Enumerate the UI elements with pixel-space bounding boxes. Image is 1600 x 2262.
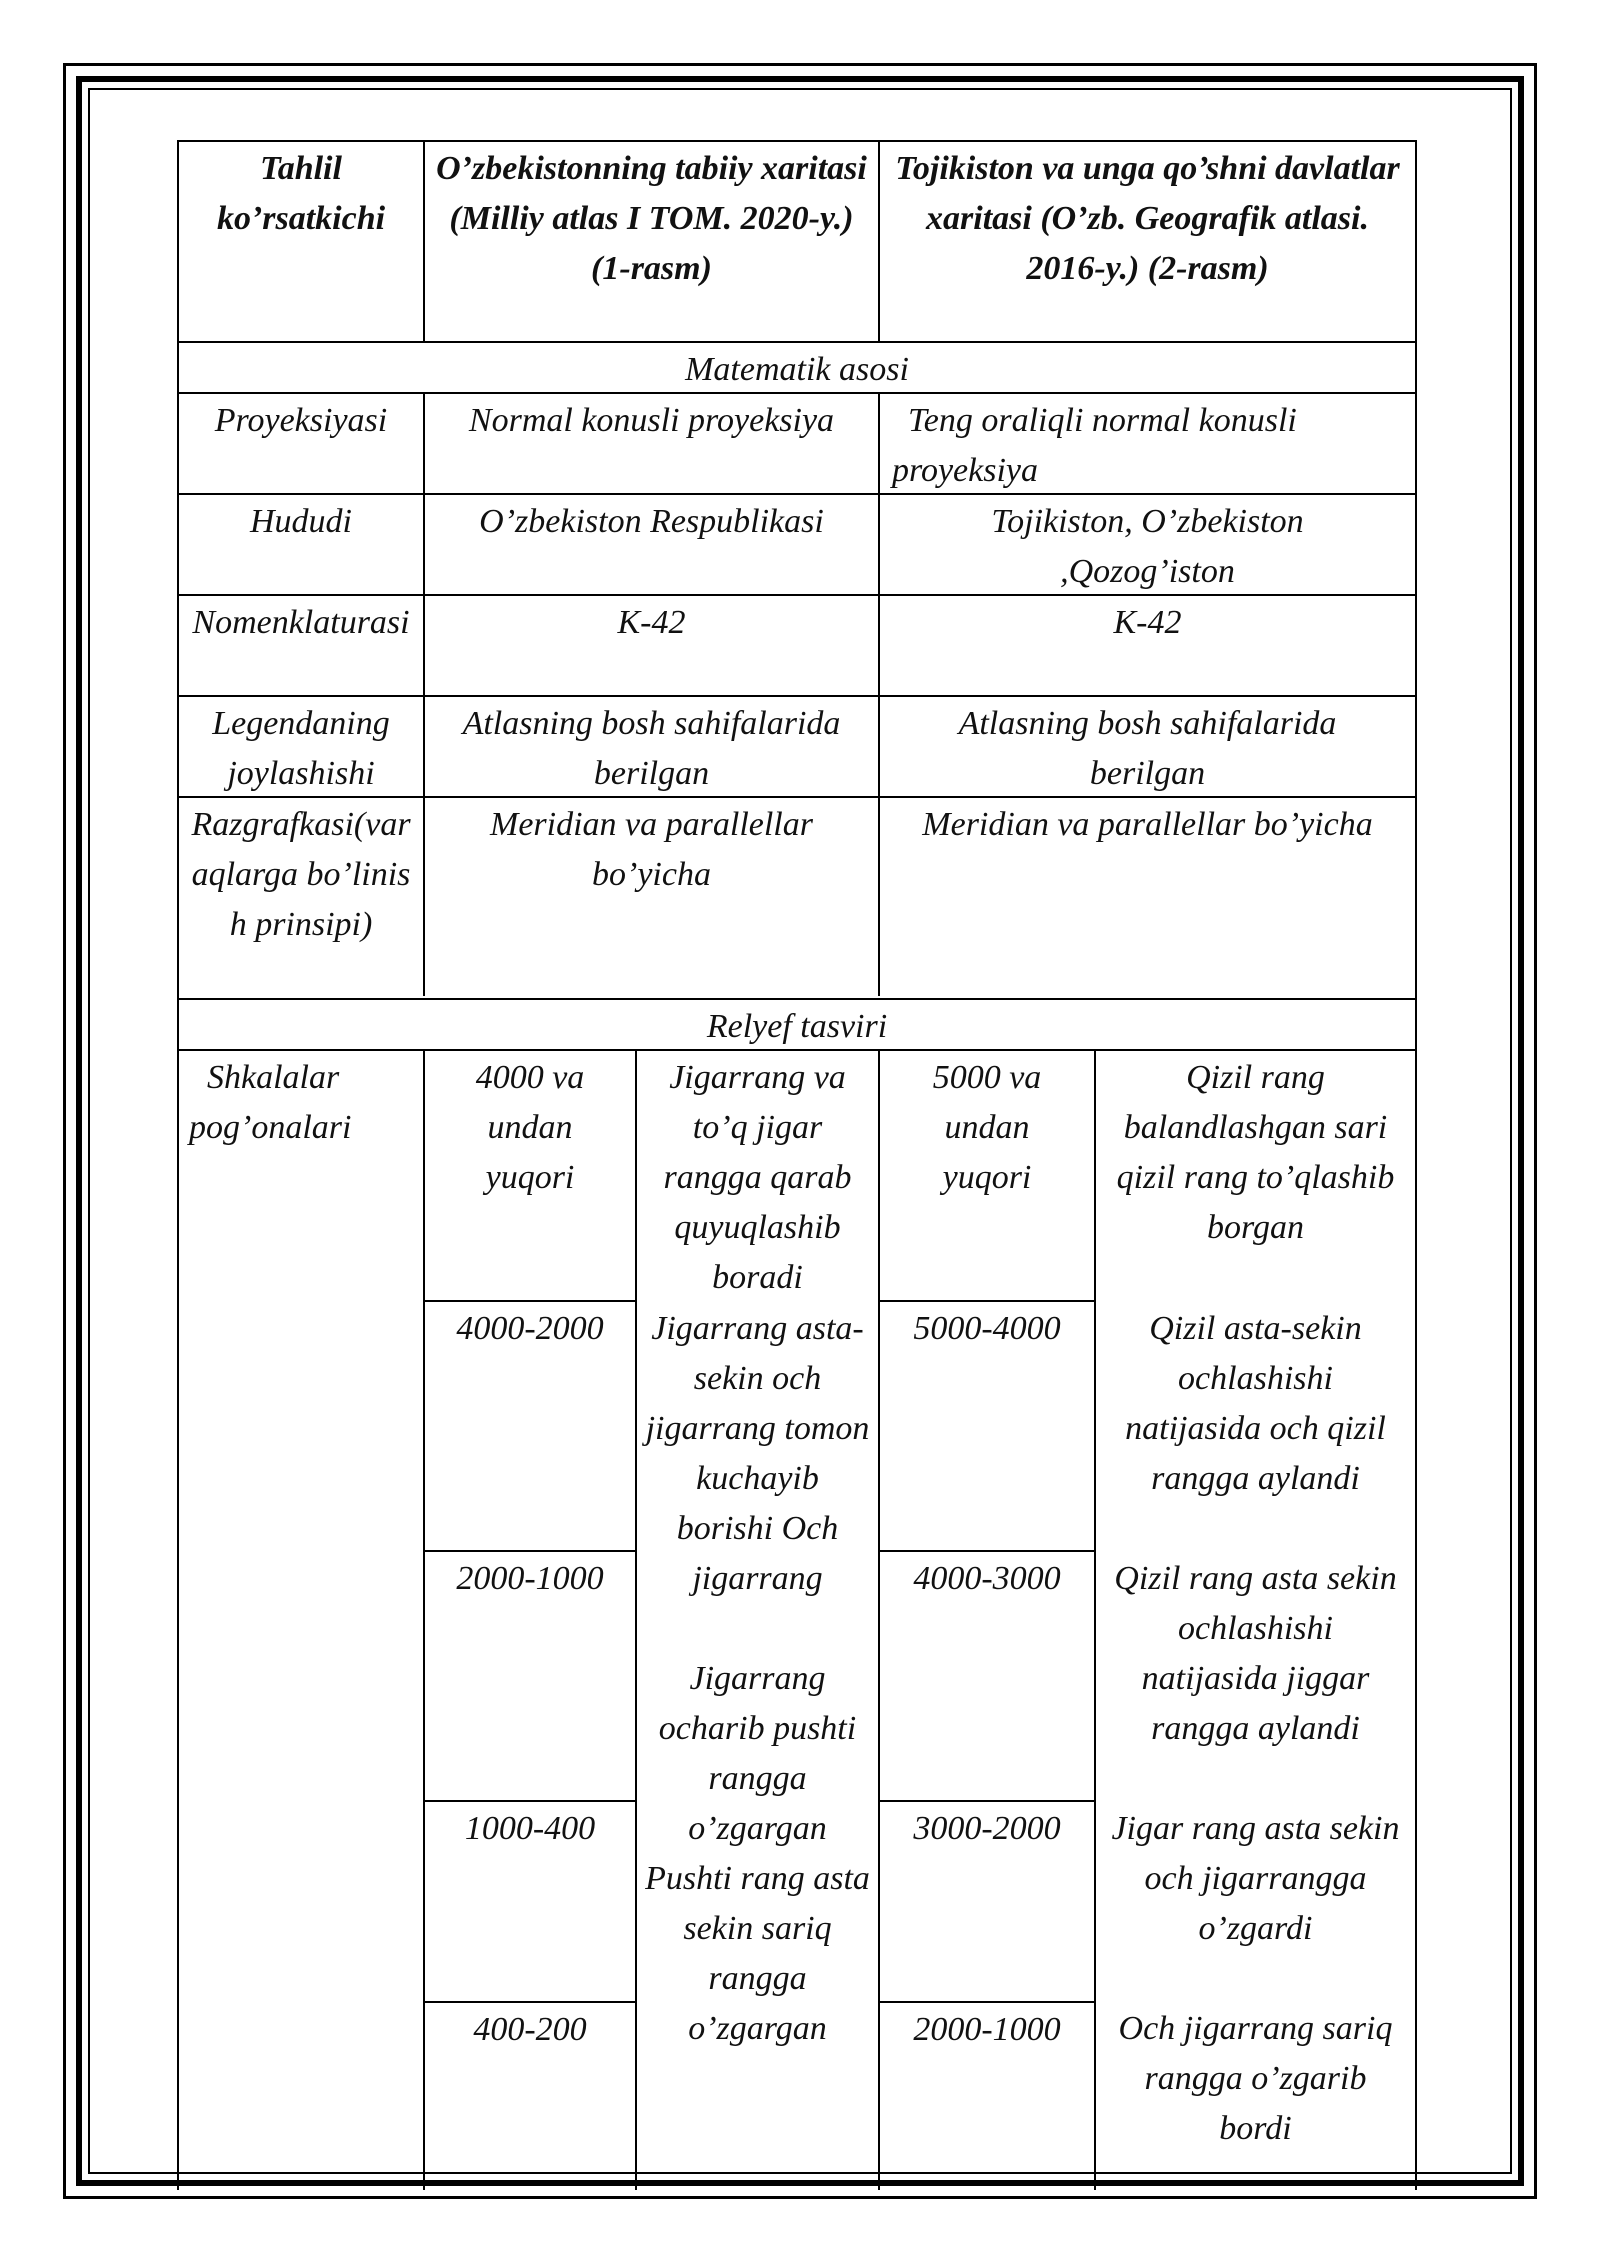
tj-range-cell: 4000-3000 (913, 1560, 1061, 1597)
row-label-sheet-division: Razgrafkasi(varaqlarga bo’linish prinsipi) (191, 806, 411, 943)
row-value-uz-sheet-division: Meridian va parallellar bo’yicha (490, 806, 813, 893)
section-title-relief-depiction: Relyef tasviri (706, 1008, 888, 1045)
row-value-uz-territory: O’zbekiston Respublikasi (479, 503, 824, 540)
uz-range-cell: 4000-2000 (456, 1310, 604, 1347)
header-tajikistan-map: Tojikiston va unga qo’shni davlatlar xaritasi (O’zb. Geografik atlasi. 2016-y.) (2-rasm) (895, 150, 1400, 287)
uz-range-cell: 400-200 (473, 2011, 587, 2048)
row-label-legend-position: Legendaning joylashishi (212, 705, 390, 792)
row-value-uz-legend-position: Atlasning bosh sahifalarida berilgan (462, 705, 841, 792)
row-value-tj-legend-position: Atlasning bosh sahifalarida berilgan (958, 705, 1337, 792)
uz-color-description: Jigarrang asta-sekin och jigarrang tomon kuchayib borishi Och jigarrang Jigarrang ocharib pushti rangga o’zgargan Pushti rang asta sekin sariq rangga o’zgargan (645, 1310, 870, 2047)
tj-color-description: Qizil rang balandlashgan sari qizil rang to’qlashib borgan (1116, 1059, 1395, 1246)
tj-range-cell: 3000-2000 (913, 1810, 1061, 1847)
row-label-projection: Proyeksiyasi (214, 402, 388, 439)
row-value-uz-nomenclature: K-42 (617, 604, 686, 641)
row-value-tj-territory: Tojikiston, O’zbekiston ,Qozog’iston (991, 503, 1304, 590)
tj-range-cell: 5000 va undan yuqori (932, 1059, 1042, 1196)
header-analysis-indicator: Tahlil ko’rsatkichi (216, 150, 386, 237)
tj-range-cell: 2000-1000 (913, 2011, 1061, 2048)
tj-color-description: Qizil asta-sekin ochlashishi natijasida och qizil rangga aylandi Qizil rang asta sekin ochlashishi natijasida jiggar rangga aylandi Jigar rang asta sekin och jigarrangga o’zgardi Och jigarrang sariq rangga o’zgarib bordi (1111, 1310, 1400, 2147)
row-label-territory: Hududi (250, 503, 352, 540)
section-title-mathematical-basis: Matematik asosi (685, 351, 909, 388)
uz-range-cell: 2000-1000 (456, 1560, 604, 1597)
row-value-tj-nomenclature: K-42 (1113, 604, 1182, 641)
uz-color-description: Jigarrang va to’q jigar rangga qarab quyuqlashib boradi (663, 1059, 852, 1296)
row-value-uz-projection: Normal konusli proyeksiya (468, 402, 835, 439)
table-line (1415, 140, 1417, 2190)
tj-range-cell: 5000-4000 (913, 1310, 1061, 1347)
row-value-tj-sheet-division: Meridian va parallellar bo’yicha (922, 806, 1373, 843)
row-value-tj-projection: Teng oraliqli normal konusli proyeksiya (892, 402, 1297, 489)
header-uzbekistan-map: O’zbekistonning tabiiy xaritasi (Milliy atlas I TOM. 2020-y.) (1-rasm) (436, 150, 867, 287)
uz-range-cell: 4000 va undan yuqori (475, 1059, 585, 1196)
row-label-nomenclature: Nomenklaturasi (192, 604, 410, 641)
uz-range-cell: 1000-400 (464, 1810, 596, 1847)
row-label-scale-steps: Shkalalar pog’onalari (189, 1059, 352, 1146)
